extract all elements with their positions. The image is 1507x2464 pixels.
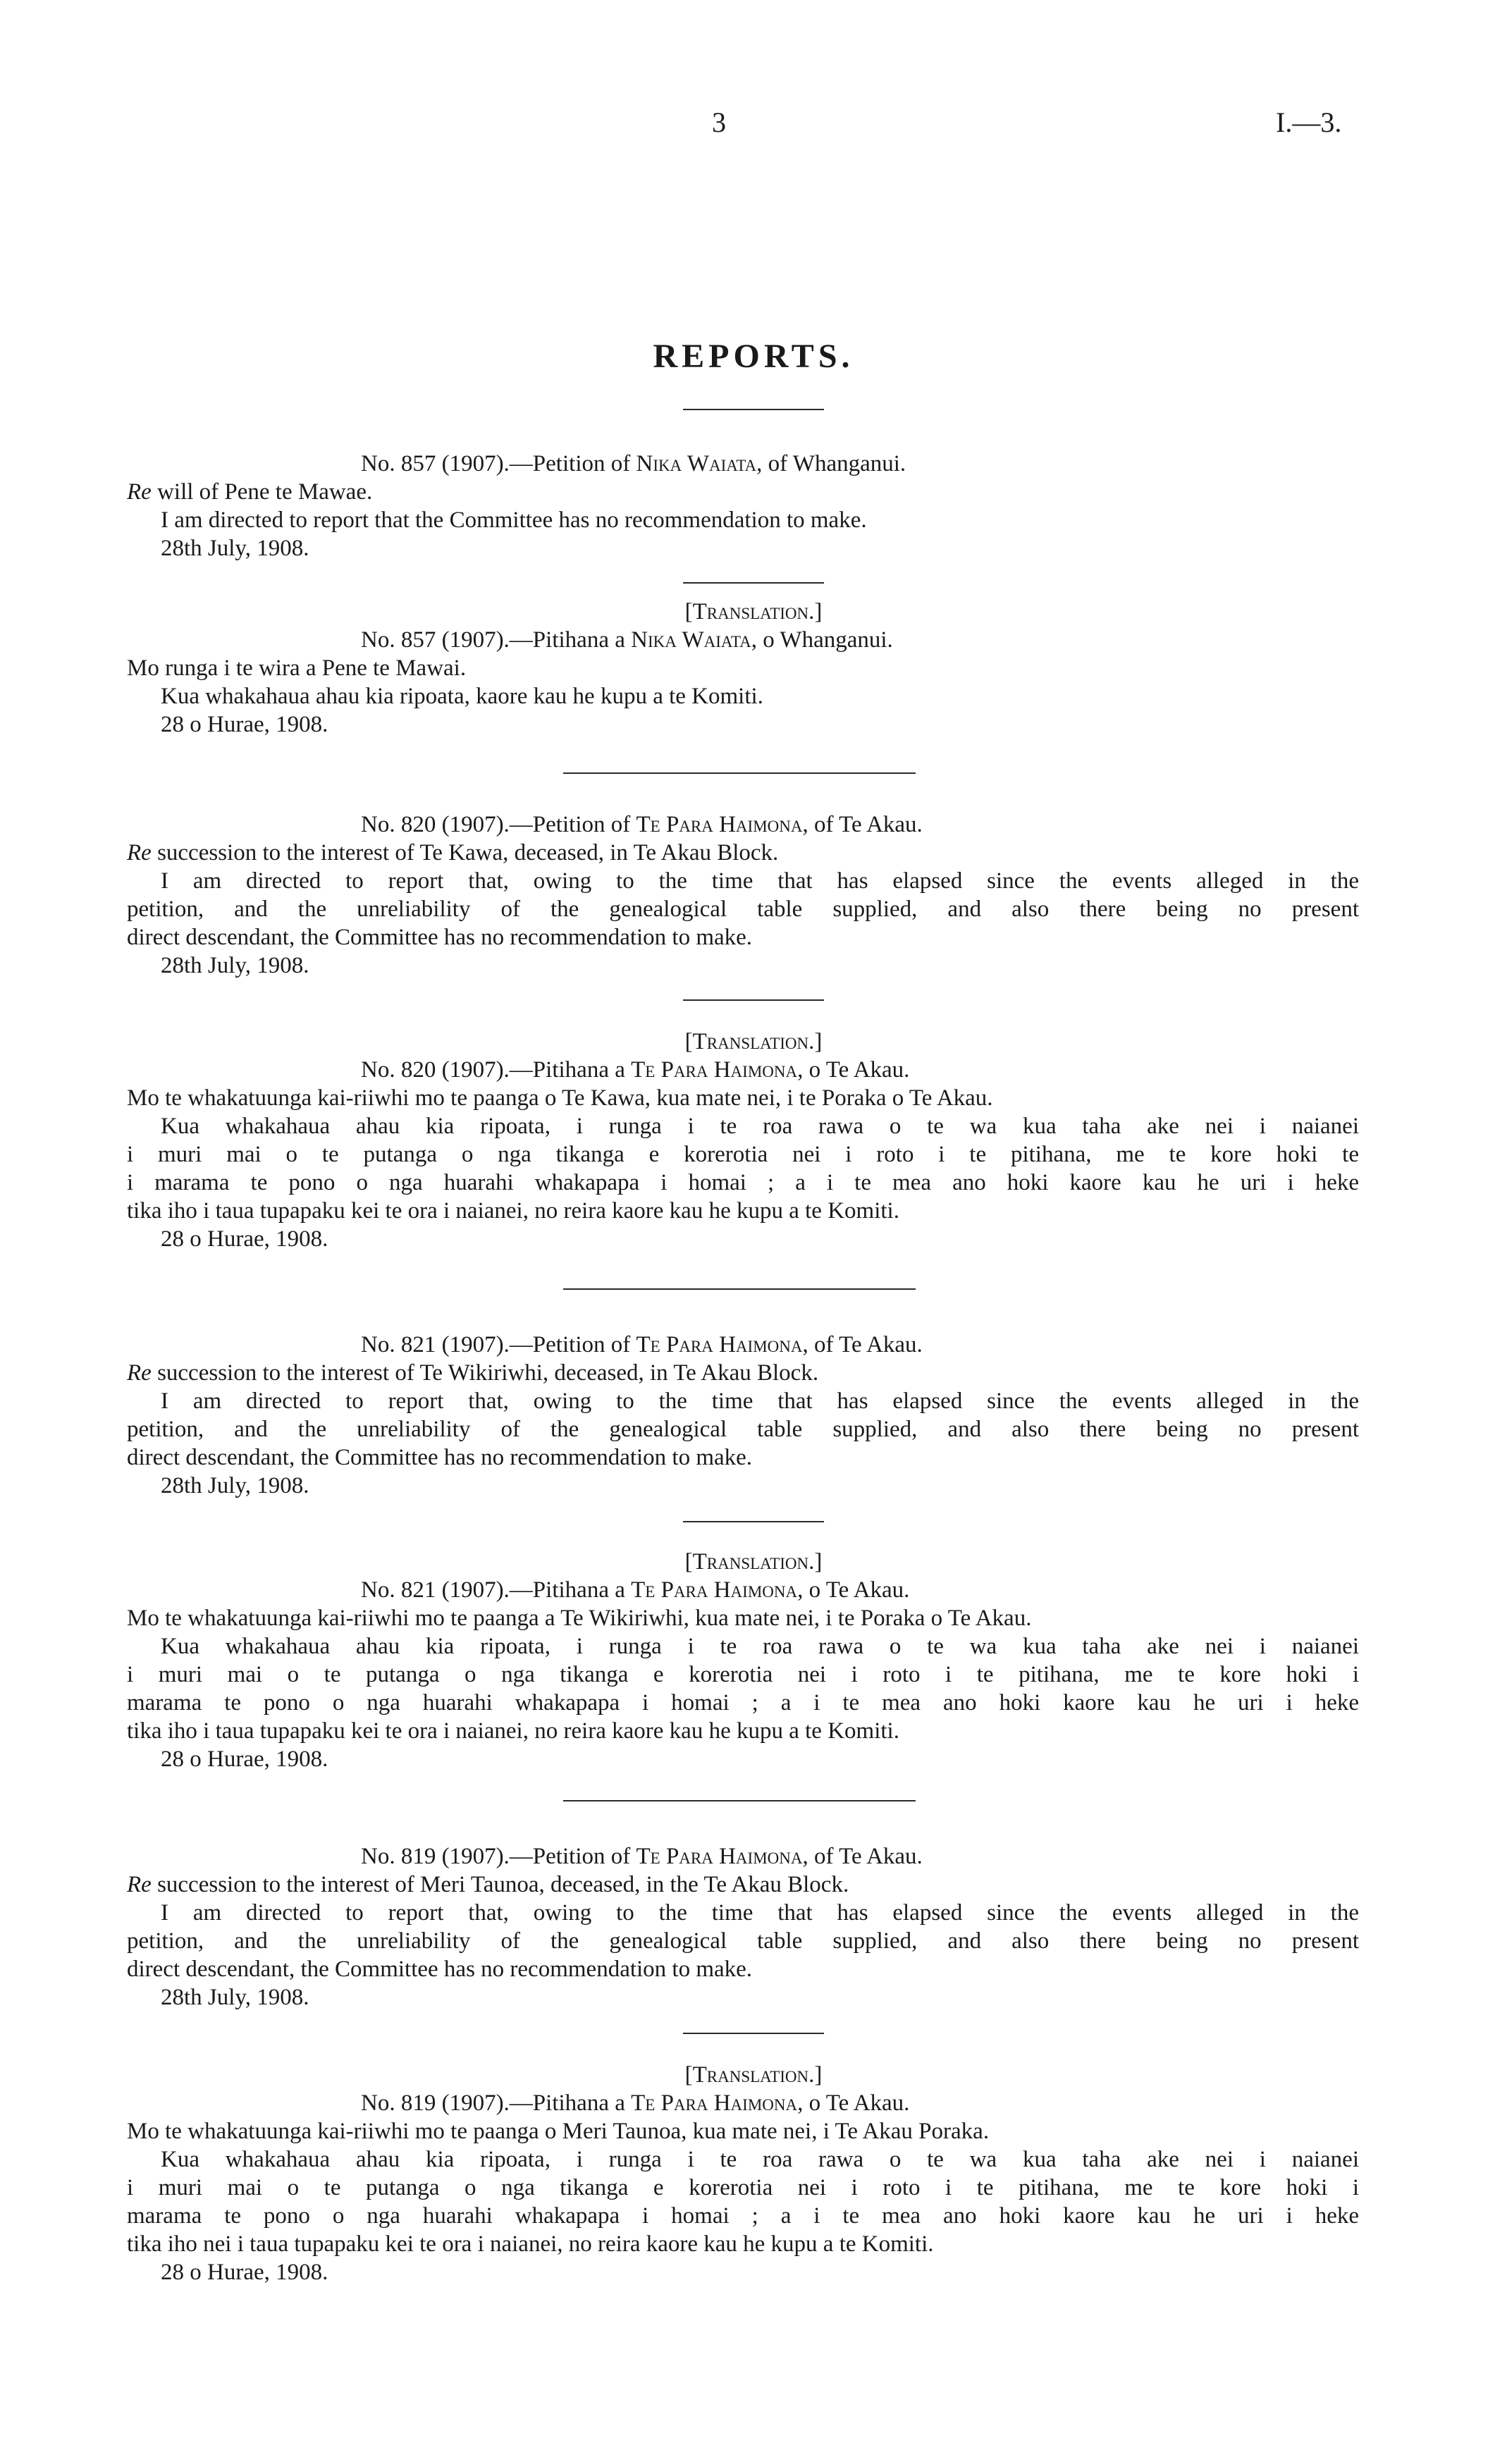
report-date: 28th July, 1908. xyxy=(161,1473,309,1498)
report-text: Kua whakahaua ahau kia ripoata, i runga i te roa rawa o te wa kua taha ake nei i naianei xyxy=(161,2147,1359,2172)
document-reference: I.—3. xyxy=(1276,106,1342,138)
petition-subject: Mo runga i te wira a Pene te Mawai. xyxy=(127,655,467,681)
report-text: Kua whakahaua ahau kia ripoata, i runga i te roa rawa o te wa kua taha ake nei i naianei xyxy=(161,1114,1359,1139)
translation-label: [Translation.] xyxy=(684,599,823,624)
divider xyxy=(683,582,824,584)
report-date: 28th July, 1908. xyxy=(161,953,309,978)
divider xyxy=(683,409,824,410)
petition-heading: No. 857 (1907).—Petition of Nika Waiata, of Whanganui. xyxy=(361,451,906,476)
report-text: direct descendant, the Committee has no recommendation to make. xyxy=(127,1957,753,1982)
petition-heading: No. 820 (1907).—Petition of Te Para Haimona, of Te Akau. xyxy=(361,812,923,837)
report-date: 28 o Hurae, 1908. xyxy=(161,1747,328,1772)
report-text: marama te pono o nga huarahi whakapapa i homai ; a i te mea ano hoki kaore kau he uri i heke xyxy=(127,2203,1359,2229)
page-number: 3 xyxy=(712,106,726,138)
divider xyxy=(683,999,824,1001)
report-text: petition, and the unreliability of the genealogical table supplied, and also there being no present xyxy=(127,1417,1359,1442)
report-text: I am directed to report that, owing to the time that has elapsed since the events alleged in the xyxy=(161,1900,1359,1926)
report-date: 28 o Hurae, 1908. xyxy=(161,2260,328,2285)
petition-subject: Mo te whakatuunga kai-riiwhi mo te paanga o Te Kawa, kua mate nei, i te Poraka o Te Akau. xyxy=(127,1085,993,1111)
report-date: 28th July, 1908. xyxy=(161,536,309,561)
report-text: direct descendant, the Committee has no recommendation to make. xyxy=(127,925,753,950)
report-text: petition, and the unreliability of the genealogical table supplied, and also there being no present xyxy=(127,897,1359,922)
petition-subject: Re will of Pene te Mawae. xyxy=(127,479,373,505)
report-date: 28 o Hurae, 1908. xyxy=(161,712,328,737)
translation-label: [Translation.] xyxy=(684,1029,823,1054)
petition-heading: No. 821 (1907).—Pitihana a Te Para Haimona, o Te Akau. xyxy=(361,1577,910,1603)
report-text: i muri mai o te putanga o nga tikanga e korerotia nei i roto i te pitihana, me te kore hoki i xyxy=(127,2175,1359,2200)
petition-heading: No. 819 (1907).—Pitihana a Te Para Haimona, o Te Akau. xyxy=(361,2090,910,2116)
page-title: REPORTS. xyxy=(653,338,854,375)
report-text: i muri mai o te putanga o nga tikanga e korerotia nei i roto i te pitihana, me te kore hoki te xyxy=(127,1142,1359,1167)
petition-heading: No. 821 (1907).—Petition of Te Para Haimona, of Te Akau. xyxy=(361,1332,923,1357)
report-text: Kua whakahaua ahau kia ripoata, kaore kau he kupu a te Komiti. xyxy=(161,684,763,709)
petition-heading: No. 819 (1907).—Petition of Te Para Haimona, of Te Akau. xyxy=(361,1844,923,1869)
report-text: direct descendant, the Committee has no recommendation to make. xyxy=(127,1445,753,1470)
report-text: petition, and the unreliability of the genealogical table supplied, and also there being no present xyxy=(127,1928,1359,1954)
divider xyxy=(683,2033,824,2034)
report-text: tika iho i taua tupapaku kei te ora i naianei, no reira kaore kau he kupu a te Komiti. xyxy=(127,1718,899,1744)
petition-subject: Re succession to the interest of Meri Taunoa, deceased, in the Te Akau Block. xyxy=(127,1872,849,1897)
report-text: tika iho nei i taua tupapaku kei te ora i naianei, no reira kaore kau he kupu a te Komiti. xyxy=(127,2231,934,2257)
divider xyxy=(563,772,916,774)
divider xyxy=(563,1288,916,1290)
petition-subject: Re succession to the interest of Te Kawa, deceased, in Te Akau Block. xyxy=(127,840,779,866)
petition-heading: No. 820 (1907).—Pitihana a Te Para Haimona, o Te Akau. xyxy=(361,1057,910,1083)
report-text: i muri mai o te putanga o nga tikanga e korerotia nei i roto i te pitihana, me te kore hoki i xyxy=(127,1662,1359,1687)
report-text: I am directed to report that the Committee has no recommendation to make. xyxy=(161,507,867,533)
petition-subject: Mo te whakatuunga kai-riiwhi mo te paanga o Meri Taunoa, kua mate nei, i Te Akau Poraka. xyxy=(127,2119,990,2144)
report-text: marama te pono o nga huarahi whakapapa i homai ; a i te mea ano hoki kaore kau he uri i heke xyxy=(127,1690,1359,1715)
petition-subject: Re succession to the interest of Te Wikiriwhi, deceased, in Te Akau Block. xyxy=(127,1360,819,1386)
translation-label: [Translation.] xyxy=(684,1549,823,1575)
report-text: i marama te pono o nga huarahi whakapapa i homai ; a i te mea ano hoki kaore kau he uri i heke xyxy=(127,1170,1359,1195)
divider xyxy=(563,1800,916,1801)
report-text: tika iho i taua tupapaku kei te ora i naianei, no reira kaore kau he kupu a te Komiti. xyxy=(127,1198,899,1224)
petition-subject: Mo te whakatuunga kai-riiwhi mo te paanga a Te Wikiriwhi, kua mate nei, i te Poraka o Te Akau. xyxy=(127,1606,1032,1631)
report-text: I am directed to report that, owing to the time that has elapsed since the events alleged in the xyxy=(161,868,1359,894)
petition-heading: No. 857 (1907).—Pitihana a Nika Waiata, o Whanganui. xyxy=(361,627,893,653)
translation-label: [Translation.] xyxy=(684,2062,823,2088)
report-date: 28th July, 1908. xyxy=(161,1985,309,2010)
report-text: I am directed to report that, owing to the time that has elapsed since the events alleged in the xyxy=(161,1388,1359,1414)
report-text: Kua whakahaua ahau kia ripoata, i runga i te roa rawa o te wa kua taha ake nei i naianei xyxy=(161,1634,1359,1659)
report-date: 28 o Hurae, 1908. xyxy=(161,1226,328,1252)
divider xyxy=(683,1521,824,1522)
